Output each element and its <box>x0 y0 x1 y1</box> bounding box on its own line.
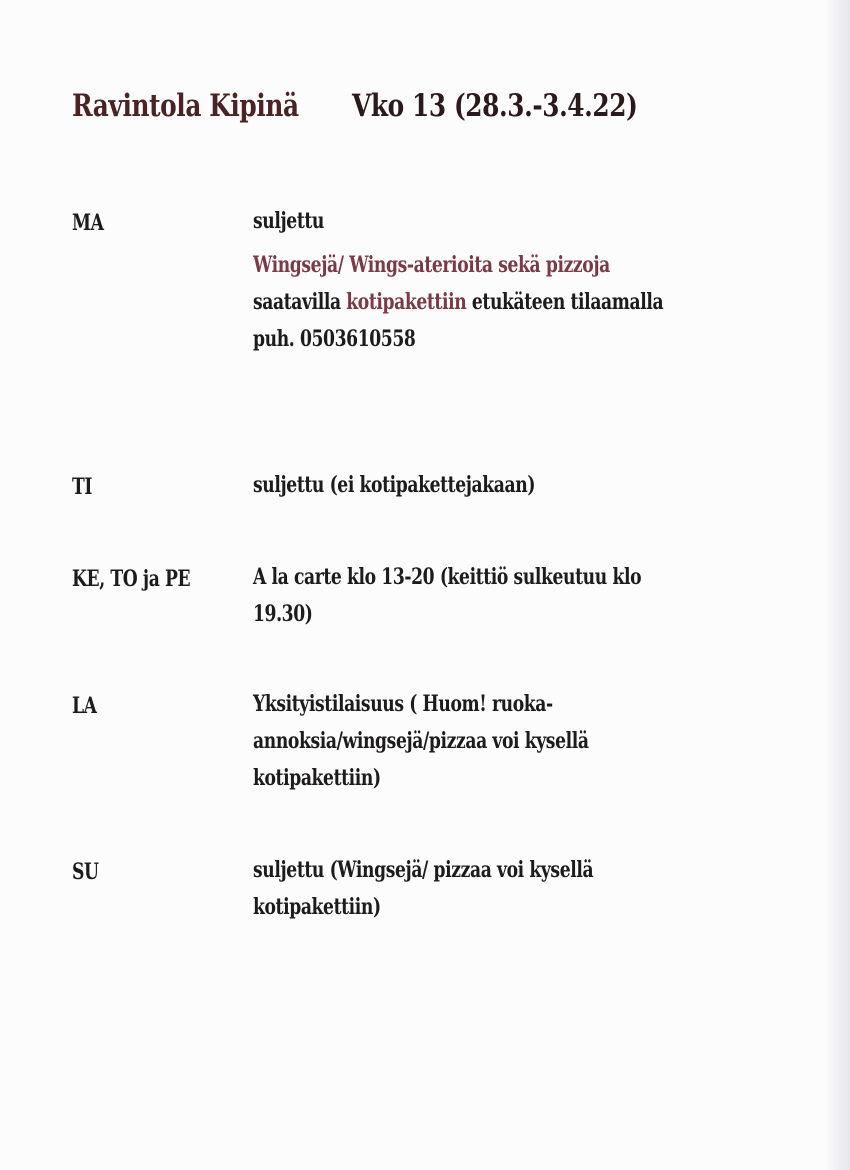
ke-to-pe-line2: 19.30) <box>253 601 313 627</box>
ma-note-line3: puh. 0503610558 <box>253 326 416 352</box>
su-line2: kotipakettiin) <box>253 894 381 920</box>
su-line1: suljettu (Wingsejä/ pizzaa voi kysellä <box>253 857 594 883</box>
day-text-su <box>253 852 737 926</box>
ma-note-line1 <box>253 247 737 284</box>
day-label-ke-to-pe: KE, TO ja PE <box>72 566 191 592</box>
day-text-ke-to-pe <box>253 559 737 633</box>
day-label-ma: MA <box>72 210 104 236</box>
week-title: Vko 13 (28.3.-3.4.22) <box>352 88 638 124</box>
scan-edge-shadow <box>824 0 850 1170</box>
day-label-ti: TI <box>72 474 93 500</box>
ma-note-line2-accent: kotipakettiin <box>346 289 467 315</box>
day-text-la <box>253 686 737 797</box>
la-line2: annoksia/wingsejä/pizzaa voi kysellä <box>253 728 589 754</box>
la-line3: kotipakettiin) <box>253 765 381 791</box>
day-text-ma <box>253 203 737 358</box>
ma-note-line2-a: saatavilla <box>253 289 347 315</box>
ke-to-pe-line1: A la carte klo 13-20 (keittiö sulkeutuu klo <box>253 564 642 590</box>
restaurant-title: Ravintola Kipinä <box>72 88 299 124</box>
day-label-su: SU <box>72 859 99 885</box>
ma-note-accent: Wingsejä/ Wings-aterioita sekä pizzoja <box>253 252 610 278</box>
ma-status: suljettu <box>253 208 324 234</box>
ma-note-line2 <box>253 284 737 321</box>
ti-text: suljettu (ei kotipakettejakaan) <box>253 472 536 498</box>
day-label-la: LA <box>72 693 97 719</box>
day-text-ti <box>253 467 737 504</box>
la-line1: Yksityistilaisuus ( Huom! ruoka- <box>253 691 553 717</box>
ma-note-line2-b: etukäteen tilaamalla <box>466 289 664 315</box>
